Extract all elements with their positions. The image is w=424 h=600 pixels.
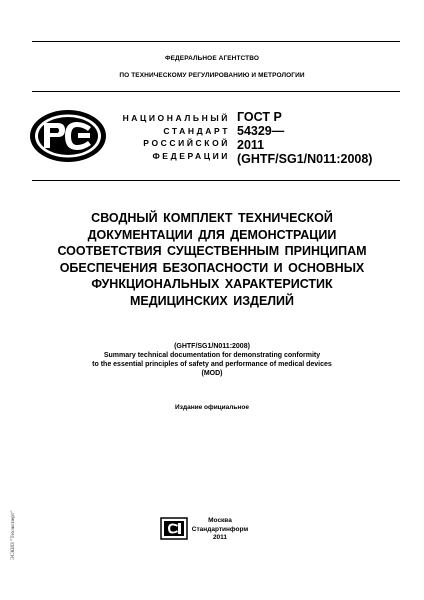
english-title — [10, 342, 414, 378]
gost-designation — [237, 110, 397, 166]
publisher-year: 2011 — [212, 534, 228, 541]
title-line: СВОДНЫЙ КОМПЛЕКТ ТЕХНИЧЕСКОЙ — [91, 211, 333, 225]
edition-label: Издание официальное — [175, 404, 249, 411]
publisher-info — [190, 517, 250, 543]
title-line: ФУНКЦИОНАЛЬНЫХ ХАРАКТЕРИСТИК — [91, 277, 333, 291]
gost-dash — [272, 124, 285, 138]
gost-year: 2011 — [237, 138, 265, 152]
standartinform-logo-icon — [160, 517, 188, 540]
publisher-city: Москва — [208, 517, 232, 524]
title-line: МЕДИЦИНСКИХ ИЗДЕЛИЙ — [129, 293, 295, 308]
standard-type — [112, 112, 230, 162]
english-title-line: to the essential principles of safety and performance of medical devices — [92, 361, 332, 368]
english-title-code: (GHTF/SG1/N011:2008) — [174, 343, 250, 350]
publisher-name: Стандартинформ — [191, 525, 249, 533]
standard-type-line: ФЕДЕРАЦИИ — [152, 150, 230, 161]
english-title-modifier: (MOD) — [201, 370, 223, 377]
top-rule — [32, 41, 400, 42]
standard-type-line: НАЦИОНАЛЬНЫЙ — [122, 113, 230, 123]
gost-prefix: ГОСТ Р — [237, 110, 282, 124]
rst-emblem-icon — [28, 108, 108, 164]
title-line: ОБЕСПЕЧЕНИЯ БЕЗОПАСНОСТИ И ОСНОВНЫХ — [59, 260, 365, 275]
gost-number: 54329 — [237, 124, 272, 138]
document-title — [20, 210, 404, 309]
watermark: ЭСКИЗ "Техэксперт" — [10, 510, 16, 560]
standard-type-line: СТАНДАРТ — [163, 125, 230, 136]
agency-subtitle: ПО ТЕХНИЧЕСКОМУ РЕГУЛИРОВАНИЮ И МЕТРОЛОГИИ — [119, 72, 305, 79]
standard-type-line: РОССИЙСКОЙ — [143, 138, 230, 148]
english-title-line: Summary technical documentation for demonstrating conformity — [103, 352, 321, 359]
gost-equivalent: (GHTF/SG1/N011:2008) — [237, 152, 373, 166]
agency-name: ФЕДЕРАЛЬНОЕ АГЕНТСТВО — [164, 55, 260, 62]
title-line: СООТВЕТСТВИЯ СУЩЕСТВЕННЫМ ПРИНЦИПАМ — [57, 244, 367, 258]
title-line: ДОКУМЕНТАЦИИ ДЛЯ ДЕМОНСТРАЦИИ — [87, 227, 337, 242]
title-rule — [32, 180, 400, 181]
header-rule — [32, 91, 400, 92]
